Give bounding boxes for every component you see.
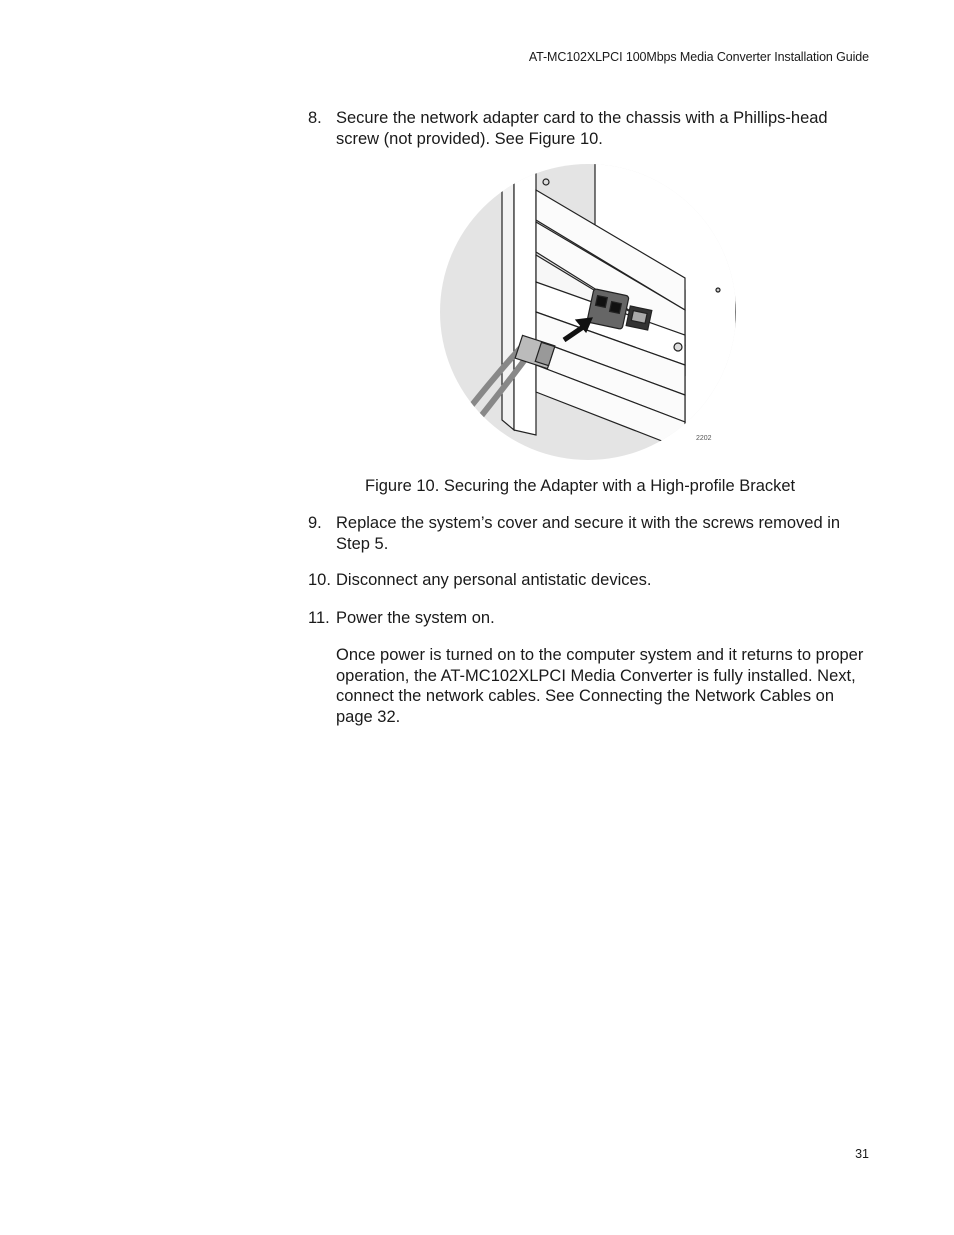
step-text: Disconnect any personal antistatic devices. [336,571,652,589]
figure-adapter-illustration [440,160,736,460]
step-text: Replace the system’s cover and secure it with the screws removed in Step 5. [336,514,841,553]
step-10 [308,570,868,591]
figure-code: 2202 [696,435,712,442]
step-number: 8. [308,109,322,127]
figure-caption: Figure 10. Securing the Adapter with a High-profile Bracket [365,477,796,495]
step-text: Secure the network adapter card to the chassis with a Phillips-head screw (not provided). See Figure 10. [336,109,828,148]
step-number: 9. [308,514,322,532]
step-number: 10. [308,571,331,589]
running-header: AT-MC102XLPCI 100Mbps Media Converter Installation Guide [528,50,869,64]
step-text: Power the system on. [336,609,495,627]
step-8 [308,108,868,149]
installation-complete-paragraph: Once power is turned on to the computer system and it returns to proper operation, the AT-MC102XLPCI Media Converter is fully installed. Next, connect the network cables. See Connecting the Network Cables on page 32. [336,646,864,726]
step-11 [308,608,868,629]
step-9 [308,513,868,554]
page-number: 31 [855,1147,869,1161]
step-number: 11. [308,609,330,627]
adapter-illustration [440,160,736,460]
